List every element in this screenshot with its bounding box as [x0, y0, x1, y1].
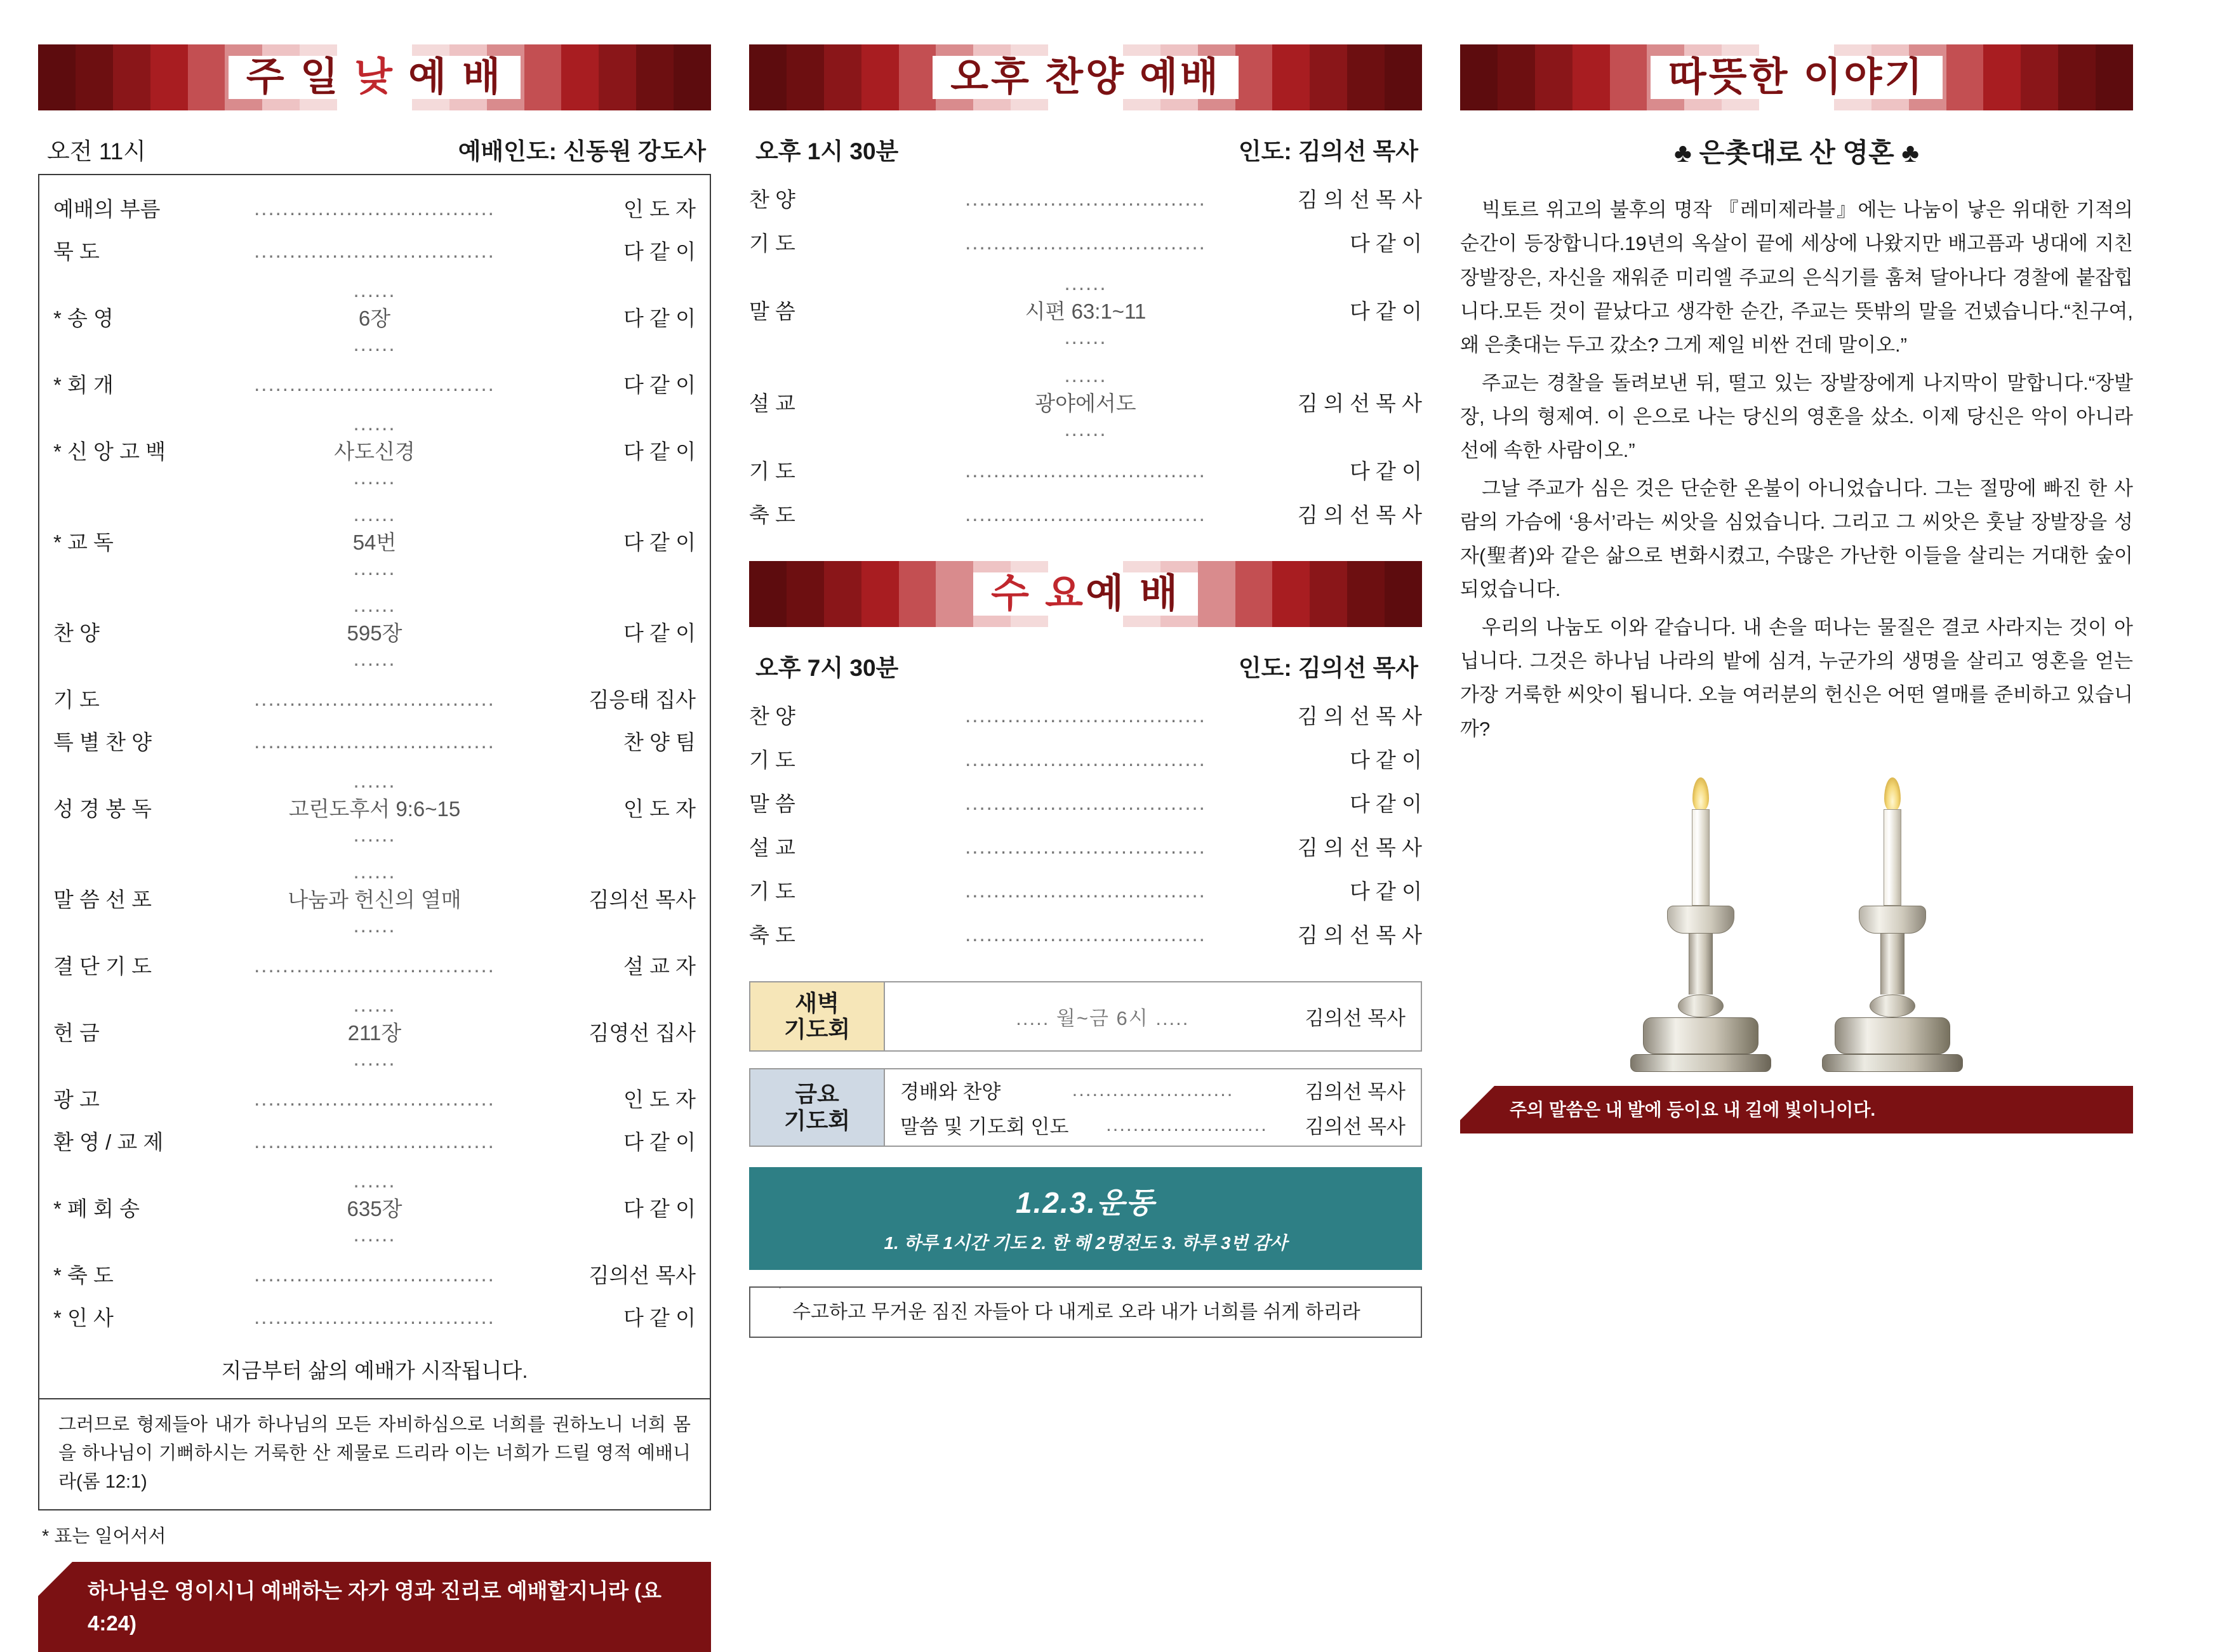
story-ribbon	[1460, 1086, 2133, 1133]
order-item-person: 인 도 자	[623, 197, 696, 221]
order-row	[749, 693, 1422, 737]
order-item-detail: ...... 나눔과 헌신의 열매 ......	[282, 859, 467, 937]
friday-prayer-tag-line1: 금요	[795, 1081, 839, 1107]
sunday-closing-note: 지금부터 삶의 예배가 시작됩니다.	[221, 1359, 528, 1382]
order-row	[749, 176, 1422, 220]
order-item-detail: ..................................	[965, 790, 1206, 814]
banner-title	[229, 56, 521, 99]
order-item-detail: ..................................	[254, 371, 495, 395]
order-item-person: 김의선 목사	[588, 888, 696, 911]
order-item-label: 묵 도	[53, 240, 100, 263]
sunday-service-leader: 예배인도: 신동원 강도사	[458, 138, 706, 164]
order-row	[53, 1120, 696, 1162]
order-row	[53, 586, 696, 677]
sunday-order-rows	[53, 187, 696, 1338]
friday-prayer-row	[749, 1068, 1422, 1147]
order-row	[53, 720, 696, 762]
candle-stem	[1880, 934, 1905, 995]
banner-sunday-service	[38, 44, 711, 110]
order-item-detail: ..................................	[254, 1086, 495, 1110]
order-item-label: 특 별 찬 양	[53, 730, 152, 754]
banner-title-part-c: 예 배	[394, 55, 503, 99]
story-paragraph: 빅토르 위고의 불후의 명작 『레미제라블』에는 나눔이 낳은 위대한 기적의 순간이 등장합니다.19년의 옥살이 끝에 세상에 나왔지만 배고픔과 냉대에 지친 장발장은, 자신을 재워준 미리엘 주교의 은식기를 훔쳐 달아나다 경찰에 붙잡힙니다.모든 것이 끝났다고 생각한 순간, 주교는 뜻밖의 말을 건넸습니다.“친구여, 왜 은촛대는 두고 갔소? 그게 제일 비싼 건데 말이오.”	[1460, 199, 2133, 357]
afternoon-service-time: 오후 1시 30분	[755, 138, 899, 164]
order-item-person: 김응태 집사	[588, 688, 696, 711]
story-paragraph: 우리의 나눔도 이와 같습니다. 내 손을 떠나는 물질은 결코 사라지는 것이 아닙니다. 그것은 하나님 나라의 밭에 심겨, 누군가의 생명을 살리고 영혼을 얻는 가장 거룩한 씨앗이 됩니다. 오늘 여러분의 헌신은 어떤 열매를 준비하고 있습니까?	[1460, 616, 2133, 740]
wednesday-order-rows	[749, 693, 1422, 956]
order-item-label: 기 도	[749, 880, 795, 903]
order-row	[749, 264, 1422, 356]
movement-box	[749, 1167, 1422, 1270]
dawn-prayer-body	[885, 982, 1421, 1050]
order-item-label: * 회 개	[53, 373, 114, 397]
order-item-label: 찬 양	[749, 188, 795, 211]
sunday-ribbon	[38, 1562, 711, 1652]
order-row	[749, 737, 1422, 781]
order-row	[749, 220, 1422, 264]
candle-base-rim	[1630, 1054, 1771, 1072]
movement-title: 1.2.3.운동	[1016, 1186, 1155, 1219]
order-item-detail: ..................................	[965, 186, 1206, 210]
order-item-detail: ..................................	[965, 458, 1206, 482]
order-row	[53, 362, 696, 405]
sunday-verse: 그러므로 형제들아 내가 하나님의 모든 자비하심으로 너희를 권하노니 너희 몸을 하나님이 기뻐하시는 거룩한 산 제물로 드리라 이는 너희가 드릴 영적 예배니라(롬 12:1)	[38, 1399, 711, 1510]
order-row	[53, 944, 696, 986]
column-sunday-service	[38, 44, 711, 1635]
order-item-label: * 교 독	[53, 531, 114, 554]
order-item-detail: ..................................	[965, 230, 1206, 254]
prayer-line	[900, 1076, 1406, 1104]
candle-stem	[1689, 934, 1713, 995]
dawn-prayer-row	[749, 981, 1422, 1052]
column-afternoon-wednesday	[749, 44, 1422, 1549]
order-item-person: 김 의 선 목 사	[1297, 704, 1422, 728]
order-item-label: 기 도	[53, 688, 100, 711]
order-item-person: 다 같 이	[623, 440, 696, 463]
order-row	[53, 229, 696, 272]
prayer-line-dots: ........................	[1106, 1113, 1268, 1136]
order-item-label: 축 도	[749, 503, 795, 527]
order-item-person: 다 같 이	[623, 373, 696, 397]
order-row	[749, 492, 1422, 536]
order-item-detail: ...... 시편 63:1~11 ......	[1019, 271, 1152, 348]
order-row	[749, 868, 1422, 912]
banner-title-part-b: 낮	[354, 55, 395, 99]
prayer-line-label: 말씀 및 기도회 인도	[900, 1115, 1069, 1138]
order-item-detail: ..................................	[965, 501, 1206, 525]
order-item-person: 다 같 이	[1350, 748, 1422, 772]
order-item-label: 기 도	[749, 232, 795, 255]
afternoon-ribbon	[749, 1286, 1422, 1338]
prayer-line	[900, 1002, 1406, 1031]
friday-prayer-body	[885, 1069, 1421, 1146]
order-item-label: 말 씀	[749, 792, 795, 816]
flame-icon	[1884, 777, 1901, 812]
story-body	[1460, 193, 2133, 746]
order-item-label: 축 도	[749, 923, 795, 947]
banner-wednesday-service	[749, 561, 1422, 627]
order-item-person: 다 같 이	[623, 621, 696, 645]
order-row	[53, 1077, 696, 1120]
story-paragraph: 그날 주교가 심은 것은 단순한 온불이 아니었습니다. 그는 절망에 빠진 한 사람의 가슴에 ‘용서’라는 씨앗을 심었습니다. 그리고 그 씨앗은 훗날 장발장을 성자(聖者)와 같은 삶으로 변화시켰고, 수많은 가난한 이들을 살리는 거대한 숲이 되었습니다.	[1460, 477, 2133, 601]
order-item-detail: ...... 광야에서도 ......	[1029, 363, 1142, 440]
prayer-line-person: 김의선 목사	[1305, 1080, 1406, 1103]
afternoon-service-header	[749, 132, 1422, 176]
banner-title-part-b: 예 배	[1086, 571, 1181, 616]
banner-warm-story	[1460, 44, 2133, 110]
order-item-detail: ..................................	[254, 238, 495, 262]
story-title: ♣ 은촛대로 산 영혼 ♣	[1674, 138, 1919, 168]
order-row	[53, 762, 696, 853]
column-warm-story	[1460, 44, 2133, 1549]
order-item-person: 다 같 이	[623, 240, 696, 263]
sunday-service-time: 오전 11시	[47, 138, 146, 164]
order-item-detail: ..................................	[254, 686, 495, 710]
order-item-label: 성 경 봉 독	[53, 797, 152, 821]
wednesday-order-table	[749, 693, 1422, 956]
prayer-line-person: 김의선 목사	[1305, 1007, 1406, 1029]
story-ribbon-text: 주의 말씀은 내 발에 등이요 내 길에 빛이니이다.	[1510, 1100, 1876, 1120]
sunday-service-header	[38, 132, 711, 174]
order-row	[53, 1253, 696, 1295]
order-row	[53, 405, 696, 496]
prayer-line-dots: ..... 월~금 6시 .....	[1016, 1007, 1190, 1029]
banner-afternoon-praise	[749, 44, 1422, 110]
order-item-person: 다 같 이	[1350, 792, 1422, 816]
order-item-label: * 인 사	[53, 1306, 114, 1330]
order-item-label: * 축 도	[53, 1264, 114, 1287]
order-item-detail: ..................................	[254, 953, 495, 977]
ribbon-fold-icon	[38, 1562, 72, 1596]
candle-cup	[1667, 906, 1734, 934]
friday-prayer-tag	[750, 1069, 885, 1146]
order-item-label: 환 영 / 교 제	[53, 1130, 164, 1154]
afternoon-order-rows	[749, 176, 1422, 536]
candle-left-icon	[1630, 777, 1771, 1072]
prayer-line-dots: ........................	[1072, 1078, 1234, 1101]
order-item-detail: ...... 54번 ......	[347, 502, 402, 579]
order-row	[749, 824, 1422, 868]
order-item-person: 다 같 이	[623, 1197, 696, 1220]
banner-title: 따뜻한 이야기	[1651, 56, 1943, 99]
order-item-person: 김영선 집사	[588, 1021, 696, 1045]
order-item-detail: ..................................	[965, 703, 1206, 727]
order-item-detail: ..................................	[965, 834, 1206, 858]
candle-right-icon	[1822, 777, 1963, 1072]
order-item-detail: ..................................	[965, 922, 1206, 946]
order-item-person: 김 의 선 목 사	[1297, 392, 1422, 415]
order-item-detail: ..................................	[254, 1262, 495, 1286]
order-row	[749, 912, 1422, 956]
order-item-detail: ..................................	[254, 1128, 495, 1153]
dawn-prayer-tag-line2: 기도회	[783, 1016, 851, 1043]
order-item-person: 다 같 이	[1350, 232, 1422, 255]
prayer-line-label: 경배와 찬양	[900, 1080, 1001, 1103]
order-item-person: 김 의 선 목 사	[1297, 836, 1422, 859]
wednesday-service-header	[749, 649, 1422, 693]
order-item-person: 다 같 이	[623, 531, 696, 554]
candle-knob	[1678, 995, 1724, 1017]
order-row	[749, 781, 1422, 824]
order-item-person: 다 같 이	[1350, 459, 1422, 483]
candle-wax	[1692, 809, 1710, 906]
afternoon-ribbon-text: 수고하고 무거운 짐진 자들아 다 내게로 오라 내가 너희를 쉬게 하리라	[792, 1301, 1360, 1323]
order-item-label: 결 단 기 도	[53, 955, 152, 978]
order-item-label: 말 씀 선 포	[53, 888, 152, 911]
order-row	[53, 1295, 696, 1338]
order-item-person: 김의선 목사	[588, 1264, 696, 1287]
sunday-star-note: * 표는 일어서서	[42, 1526, 166, 1547]
story-paragraph: 주교는 경찰을 돌려보낸 뒤, 떨고 있는 장발장에게 나지막이 말합니다.“장발장, 나의 형제여. 이 은으로 나는 당신의 영혼을 샀소. 이제 당신은 악이 아니라 선에 속한 사람이오.”	[1460, 371, 2133, 462]
order-item-detail: ..................................	[254, 1304, 495, 1328]
order-row	[53, 272, 696, 362]
order-item-label: 헌 금	[53, 1021, 100, 1045]
ribbon-fold-icon	[1460, 1086, 1494, 1120]
order-item-label: 말 씀	[749, 300, 795, 323]
order-item-label: 설 교	[749, 392, 795, 415]
order-item-label: 기 도	[749, 748, 795, 772]
wednesday-service-time: 오후 7시 30분	[755, 655, 899, 681]
order-item-detail: ..................................	[965, 746, 1206, 770]
order-item-person: 다 같 이	[623, 307, 696, 330]
friday-prayer-tag-line2: 기도회	[783, 1107, 851, 1133]
order-item-detail: ..................................	[254, 729, 495, 753]
order-item-label: 기 도	[749, 459, 795, 483]
order-item-label: 광 고	[53, 1088, 100, 1111]
sunday-order-table	[53, 187, 696, 1338]
order-item-person: 다 같 이	[623, 1130, 696, 1154]
order-item-person: 인 도 자	[623, 797, 696, 821]
order-row	[749, 448, 1422, 492]
flame-icon	[1692, 777, 1709, 812]
order-item-detail: ...... 사도신경 ......	[328, 411, 421, 489]
order-item-person: 다 같 이	[1350, 300, 1422, 323]
order-item-person: 김 의 선 목 사	[1297, 503, 1422, 527]
wednesday-service-leader: 인도: 김의선 목사	[1238, 655, 1418, 681]
candle-base	[1835, 1017, 1950, 1054]
order-row	[53, 187, 696, 229]
order-item-person: 인 도 자	[623, 1088, 696, 1111]
order-item-label: * 신 앙 고 백	[53, 440, 166, 463]
candle-cup	[1859, 906, 1926, 934]
prayer-line	[900, 1111, 1406, 1139]
movement-subtitle: 1. 하루 1시간 기도 2. 한 해 2명전도 3. 하루 3번 감사	[884, 1232, 1287, 1253]
dawn-prayer-tag-line1: 새벽	[795, 990, 839, 1016]
order-item-person: 김 의 선 목 사	[1297, 188, 1422, 211]
order-item-detail: ..................................	[965, 878, 1206, 902]
order-item-person: 다 같 이	[1350, 880, 1422, 903]
sunday-order-box	[38, 174, 711, 1399]
order-item-detail: ...... 6장 ......	[352, 278, 397, 355]
order-row	[53, 986, 696, 1077]
order-row	[749, 356, 1422, 448]
order-item-label: 찬 양	[53, 621, 100, 645]
banner-title	[973, 572, 1198, 616]
order-item-person: 김 의 선 목 사	[1297, 923, 1422, 947]
afternoon-service-block	[749, 132, 1422, 536]
candle-wax	[1884, 809, 1901, 906]
banner-title-part-a: 주 일	[246, 55, 355, 99]
candlestick-illustration	[1460, 767, 2133, 1072]
wednesday-service-block	[749, 649, 1422, 956]
order-row	[53, 1162, 696, 1253]
banner-title-part-a: 수 요	[990, 571, 1086, 616]
order-item-detail: ...... 635장 ......	[341, 1168, 408, 1246]
banner-title: 오후 찬양 예배	[933, 56, 1239, 99]
order-item-label: * 폐 회 송	[53, 1197, 140, 1220]
order-item-label: 예배의 부름	[53, 197, 161, 221]
candle-base-rim	[1822, 1054, 1963, 1072]
sunday-ribbon-text: 하나님은 영이시니 예배하는 자가 영과 진리로 예배할지니라 (요4:24)	[88, 1578, 661, 1635]
order-row	[53, 677, 696, 720]
order-item-person: 설 교 자	[623, 955, 696, 978]
order-item-detail: ...... 고린도후서 9:6~15 ......	[283, 769, 467, 846]
order-item-person: 다 같 이	[623, 1306, 696, 1330]
order-row	[53, 853, 696, 944]
order-item-label: * 송 영	[53, 307, 114, 330]
candle-knob	[1870, 995, 1915, 1017]
order-item-person: 찬 양 팀	[623, 730, 696, 754]
order-item-detail: ..................................	[254, 195, 495, 220]
order-row	[53, 496, 696, 586]
afternoon-service-leader: 인도: 김의선 목사	[1238, 138, 1418, 164]
candle-base	[1643, 1017, 1758, 1054]
ribbon-fold-icon	[750, 1288, 781, 1317]
order-item-label: 설 교	[749, 836, 795, 859]
order-item-detail: ...... 211장 ......	[342, 993, 408, 1070]
dawn-prayer-tag	[750, 982, 885, 1050]
order-item-label: 찬 양	[749, 704, 795, 728]
order-item-detail: ...... 595장 ......	[341, 593, 408, 670]
prayer-line-person: 김의선 목사	[1305, 1115, 1406, 1138]
afternoon-order-table	[749, 176, 1422, 536]
